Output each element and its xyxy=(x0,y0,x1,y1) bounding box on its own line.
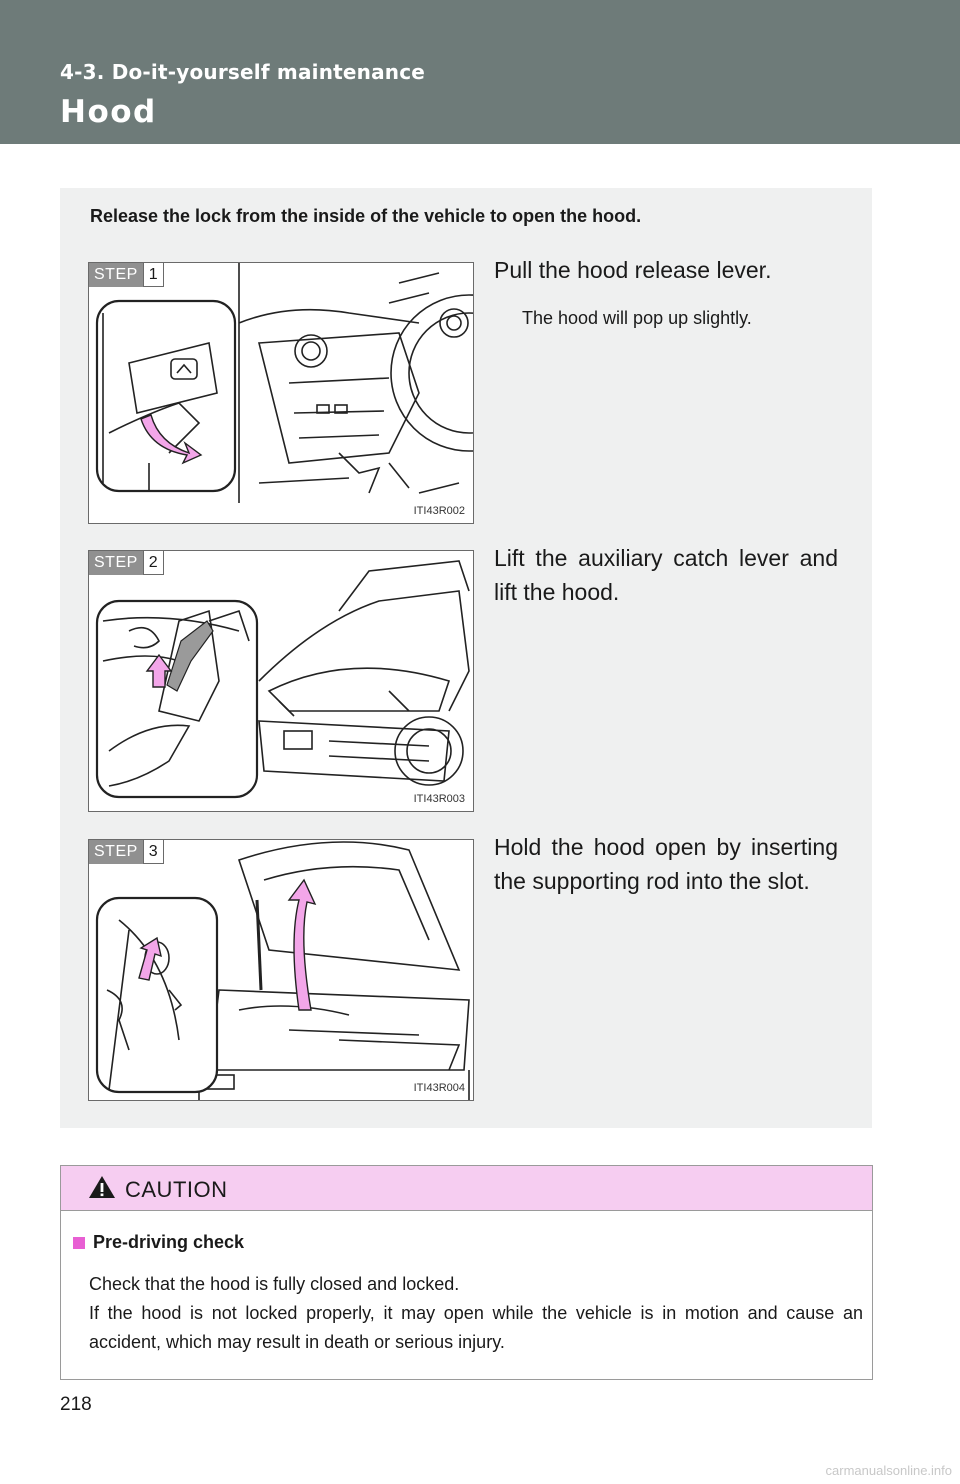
warning-triangle-icon xyxy=(87,1174,117,1200)
figure-code: ITI43R002 xyxy=(413,505,465,517)
caution-body xyxy=(89,1270,863,1357)
figure-code: ITI43R004 xyxy=(413,1082,465,1094)
step-label: STEP xyxy=(89,263,143,287)
caution-item-title-text: Pre-driving check xyxy=(93,1232,245,1252)
step-2-badge xyxy=(89,551,164,575)
square-bullet-icon xyxy=(73,1237,85,1249)
caution-label: CAUTION xyxy=(125,1177,228,1202)
auxiliary-catch-illustration xyxy=(89,551,473,811)
step-3-badge xyxy=(89,840,164,864)
page-header xyxy=(0,0,960,144)
step-3-text: Hold the hood open by inserting the supporting rod into the slot. xyxy=(494,834,838,894)
hood-release-lever-illustration xyxy=(89,263,473,523)
step-1-text: Pull the hood release lever. xyxy=(494,257,772,283)
caution-line: If the hood is not locked properly, it may open while the vehicle is in motion and cause an accident, which may result in death or serious injury. xyxy=(89,1303,863,1352)
step-1-note: The hood will pop up slightly. xyxy=(522,308,752,328)
step-number: 1 xyxy=(143,263,164,287)
step-label: STEP xyxy=(89,551,143,575)
step-2-text: Lift the auxiliary catch lever and lift the hood. xyxy=(494,545,838,605)
intro-text: Release the lock from the inside of the vehicle to open the hood. xyxy=(90,206,642,226)
section-label: 4-3. Do-it-yourself maintenance xyxy=(60,60,426,84)
caution-line: Check that the hood is fully closed and locked. xyxy=(89,1274,460,1294)
caution-item-title xyxy=(73,1232,244,1253)
caution-box xyxy=(60,1165,873,1380)
step-2-figure xyxy=(88,550,474,812)
page-number: 218 xyxy=(60,1394,92,1415)
step-number: 2 xyxy=(143,551,164,575)
step-label: STEP xyxy=(89,840,143,864)
step-3-figure xyxy=(88,839,474,1101)
figure-code: ITI43R003 xyxy=(413,793,465,805)
support-rod-illustration xyxy=(89,840,473,1100)
step-number: 3 xyxy=(143,840,164,864)
watermark: carmanualsonline.info xyxy=(825,1463,952,1478)
step-1-figure xyxy=(88,262,474,524)
step-1-badge xyxy=(89,263,164,287)
page-title: Hood xyxy=(60,94,157,130)
caution-header xyxy=(61,1166,872,1211)
